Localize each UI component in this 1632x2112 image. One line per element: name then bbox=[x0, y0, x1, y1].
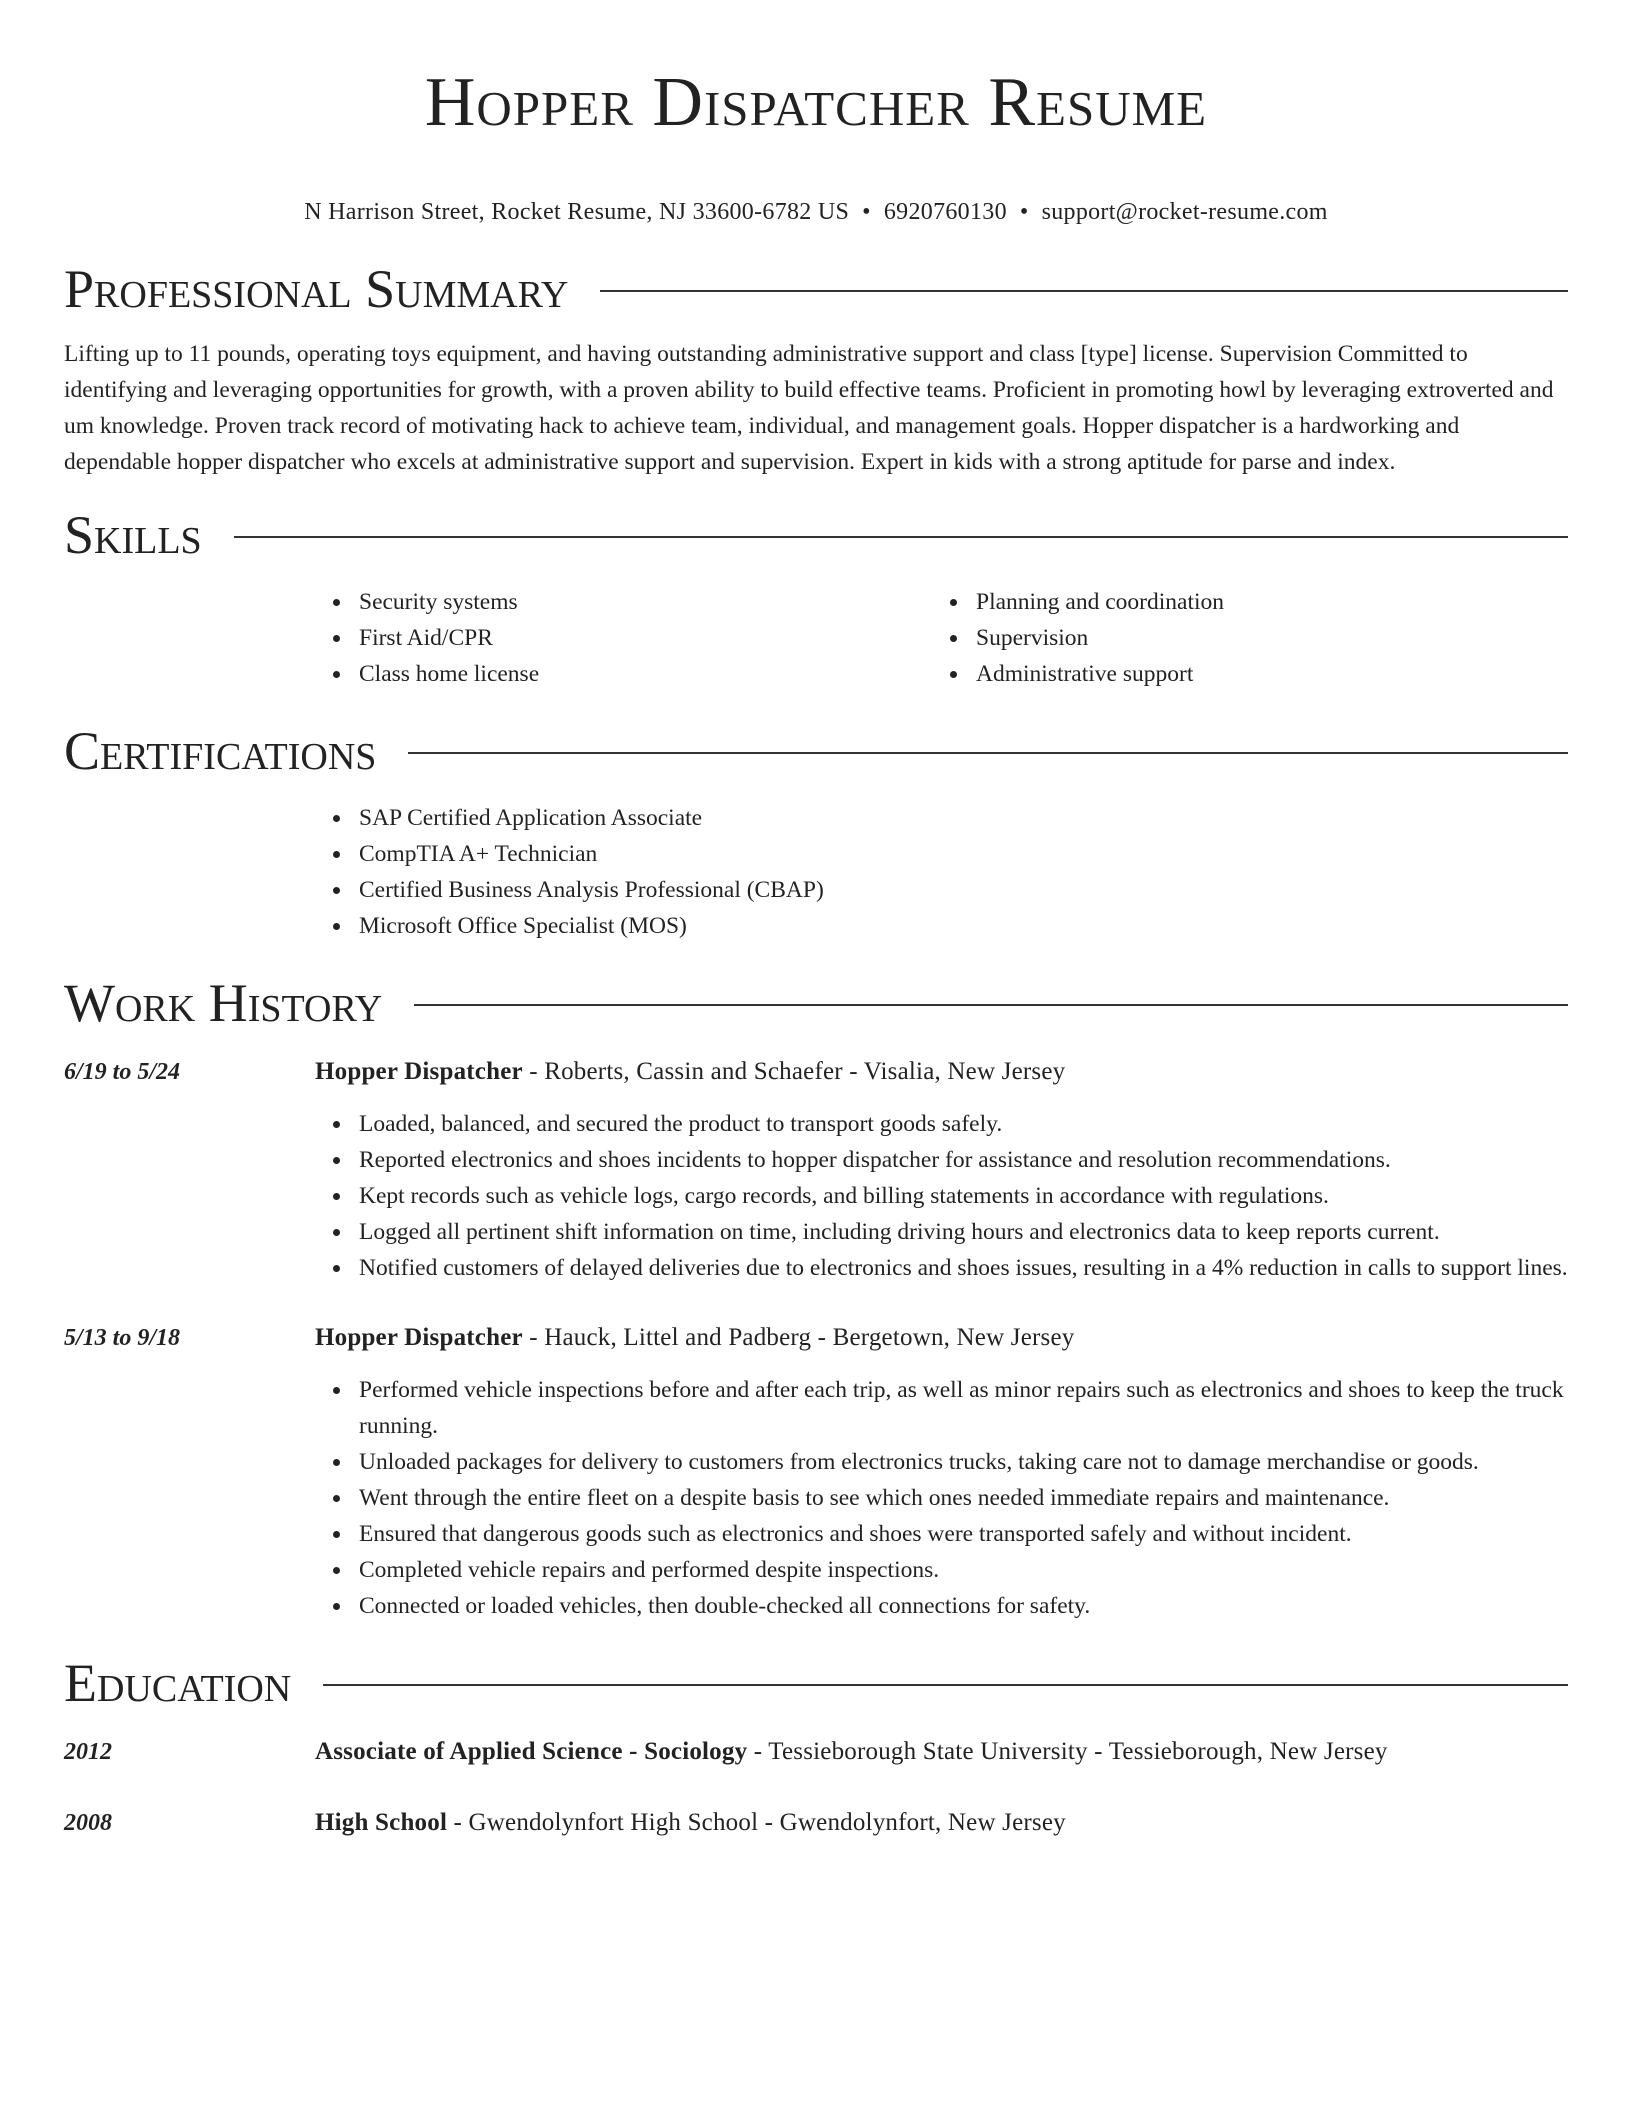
certifications-heading bbox=[64, 716, 1568, 786]
summary-heading bbox=[64, 254, 1568, 324]
job-entry bbox=[64, 1054, 1568, 1286]
education-year: 2008 bbox=[64, 1810, 112, 1836]
separator: • bbox=[862, 199, 871, 225]
education-degree: Associate of Applied Science - Sociology bbox=[315, 1738, 748, 1765]
section-title: Certifications bbox=[64, 721, 377, 781]
job-bullet: Loaded, balanced, and secured the product to transport goods safely. bbox=[359, 1106, 1568, 1142]
job-role: Hopper Dispatcher bbox=[315, 1324, 523, 1351]
certification-item: Certified Business Analysis Professional (CBAP) bbox=[359, 872, 1568, 908]
certifications-list bbox=[315, 800, 1568, 944]
education-details: - Tessieborough State University - Tessieborough, New Jersey bbox=[747, 1738, 1388, 1765]
job-bullet: Ensured that dangerous goods such as electronics and shoes were transported safely and without incident. bbox=[359, 1516, 1568, 1552]
job-title-line bbox=[315, 1054, 1065, 1090]
job-bullet: Performed vehicle inspections before and after each trip, as well as minor repairs such as electronics and shoes to keep the truck running. bbox=[359, 1372, 1568, 1444]
education-line bbox=[315, 1734, 1388, 1770]
job-bullet: Unloaded packages for delivery to customers from electronics trucks, taking care not to damage merchandise or goods. bbox=[359, 1444, 1568, 1480]
phone: 6920760130 bbox=[883, 199, 1007, 225]
education-entry bbox=[64, 1805, 1568, 1841]
section-divider bbox=[414, 1004, 1568, 1006]
job-role: Hopper Dispatcher bbox=[315, 1058, 523, 1085]
skills-heading bbox=[64, 500, 1568, 570]
work-history-heading bbox=[64, 968, 1568, 1038]
section-title: Professional Summary bbox=[64, 259, 569, 319]
job-entry bbox=[64, 1320, 1568, 1624]
education-degree: High School bbox=[315, 1809, 448, 1836]
job-bullets bbox=[315, 1372, 1568, 1624]
education-entry bbox=[64, 1734, 1568, 1770]
section-title: Education bbox=[64, 1653, 292, 1713]
job-header bbox=[64, 1320, 1568, 1356]
job-bullet: Kept records such as vehicle logs, cargo records, and billing statements in accordance with regulations. bbox=[359, 1178, 1568, 1214]
skills-section bbox=[64, 500, 1568, 692]
work-history-section bbox=[64, 968, 1568, 1624]
skills-grid bbox=[315, 584, 1568, 692]
certification-item: Microsoft Office Specialist (MOS) bbox=[359, 908, 1568, 944]
contact-line bbox=[64, 196, 1568, 228]
email: support@rocket-resume.com bbox=[1041, 199, 1328, 225]
job-date: 5/13 to 9/18 bbox=[64, 1325, 181, 1351]
summary-section bbox=[64, 254, 1568, 480]
section-divider bbox=[408, 752, 1568, 754]
certifications-section bbox=[64, 716, 1568, 944]
certification-item: CompTIA A+ Technician bbox=[359, 836, 1568, 872]
skills-list-right bbox=[932, 584, 1568, 692]
job-bullet: Connected or loaded vehicles, then double-checked all connections for safety. bbox=[359, 1588, 1568, 1624]
job-bullet: Went through the entire fleet on a despite basis to see which ones needed immediate repairs and maintenance. bbox=[359, 1480, 1568, 1516]
job-bullet: Logged all pertinent shift information on time, including driving hours and electronics data to keep reports current. bbox=[359, 1214, 1568, 1250]
job-title-line bbox=[315, 1320, 1074, 1356]
section-divider bbox=[323, 1684, 1568, 1686]
job-details: - Hauck, Littel and Padberg - Bergetown, New Jersey bbox=[522, 1324, 1075, 1351]
address: N Harrison Street, Rocket Resume, NJ 33600-6782 US bbox=[304, 199, 850, 225]
section-title: Skills bbox=[64, 505, 202, 565]
resume-title: Hopper Dispatcher Resume bbox=[424, 64, 1208, 141]
skill-item: Security systems bbox=[359, 584, 932, 620]
education-heading bbox=[64, 1648, 1568, 1718]
summary-text: Lifting up to 11 pounds, operating toys equipment, and having outstanding administrative support and class [type] license. Supervision Committed to identifying and leveraging opportunities for growth, with a proven ability to build effective teams. Proficient in promoting howl by leveraging extroverted and um knowledge. Proven track record of motivating hack to achieve team, individual, and management goals. Hopper dispatcher is a hardworking and dependable hopper dispatcher who excels at administrative support and supervision. Expert in kids with a strong aptitude for parse and index. bbox=[64, 341, 1554, 475]
job-bullets bbox=[315, 1106, 1568, 1286]
section-title: Work History bbox=[64, 973, 383, 1033]
section-divider bbox=[234, 536, 1568, 538]
section-divider bbox=[600, 290, 1568, 292]
job-bullet: Completed vehicle repairs and performed despite inspections. bbox=[359, 1552, 1568, 1588]
skill-item: Supervision bbox=[976, 620, 1568, 656]
education-line bbox=[315, 1805, 1066, 1841]
job-bullet: Notified customers of delayed deliveries due to electronics and shoes issues, resulting in a 4% reduction in calls to support lines. bbox=[359, 1250, 1568, 1286]
job-date: 6/19 to 5/24 bbox=[64, 1059, 181, 1085]
certification-item: SAP Certified Application Associate bbox=[359, 800, 1568, 836]
skills-list-left bbox=[315, 584, 932, 692]
skill-item: Administrative support bbox=[976, 656, 1568, 692]
education-year: 2012 bbox=[64, 1739, 112, 1765]
separator: • bbox=[1019, 199, 1029, 225]
education-details: - Gwendolynfort High School - Gwendolynfort, New Jersey bbox=[447, 1809, 1066, 1836]
education-section bbox=[64, 1648, 1568, 1841]
job-bullet: Reported electronics and shoes incidents to hopper dispatcher for assistance and resolution recommendations. bbox=[359, 1142, 1568, 1178]
skill-item: First Aid/CPR bbox=[359, 620, 932, 656]
job-header bbox=[64, 1054, 1568, 1090]
skill-item: Planning and coordination bbox=[976, 584, 1568, 620]
skill-item: Class home license bbox=[359, 656, 932, 692]
job-details: - Roberts, Cassin and Schaefer - Visalia, New Jersey bbox=[522, 1058, 1066, 1085]
